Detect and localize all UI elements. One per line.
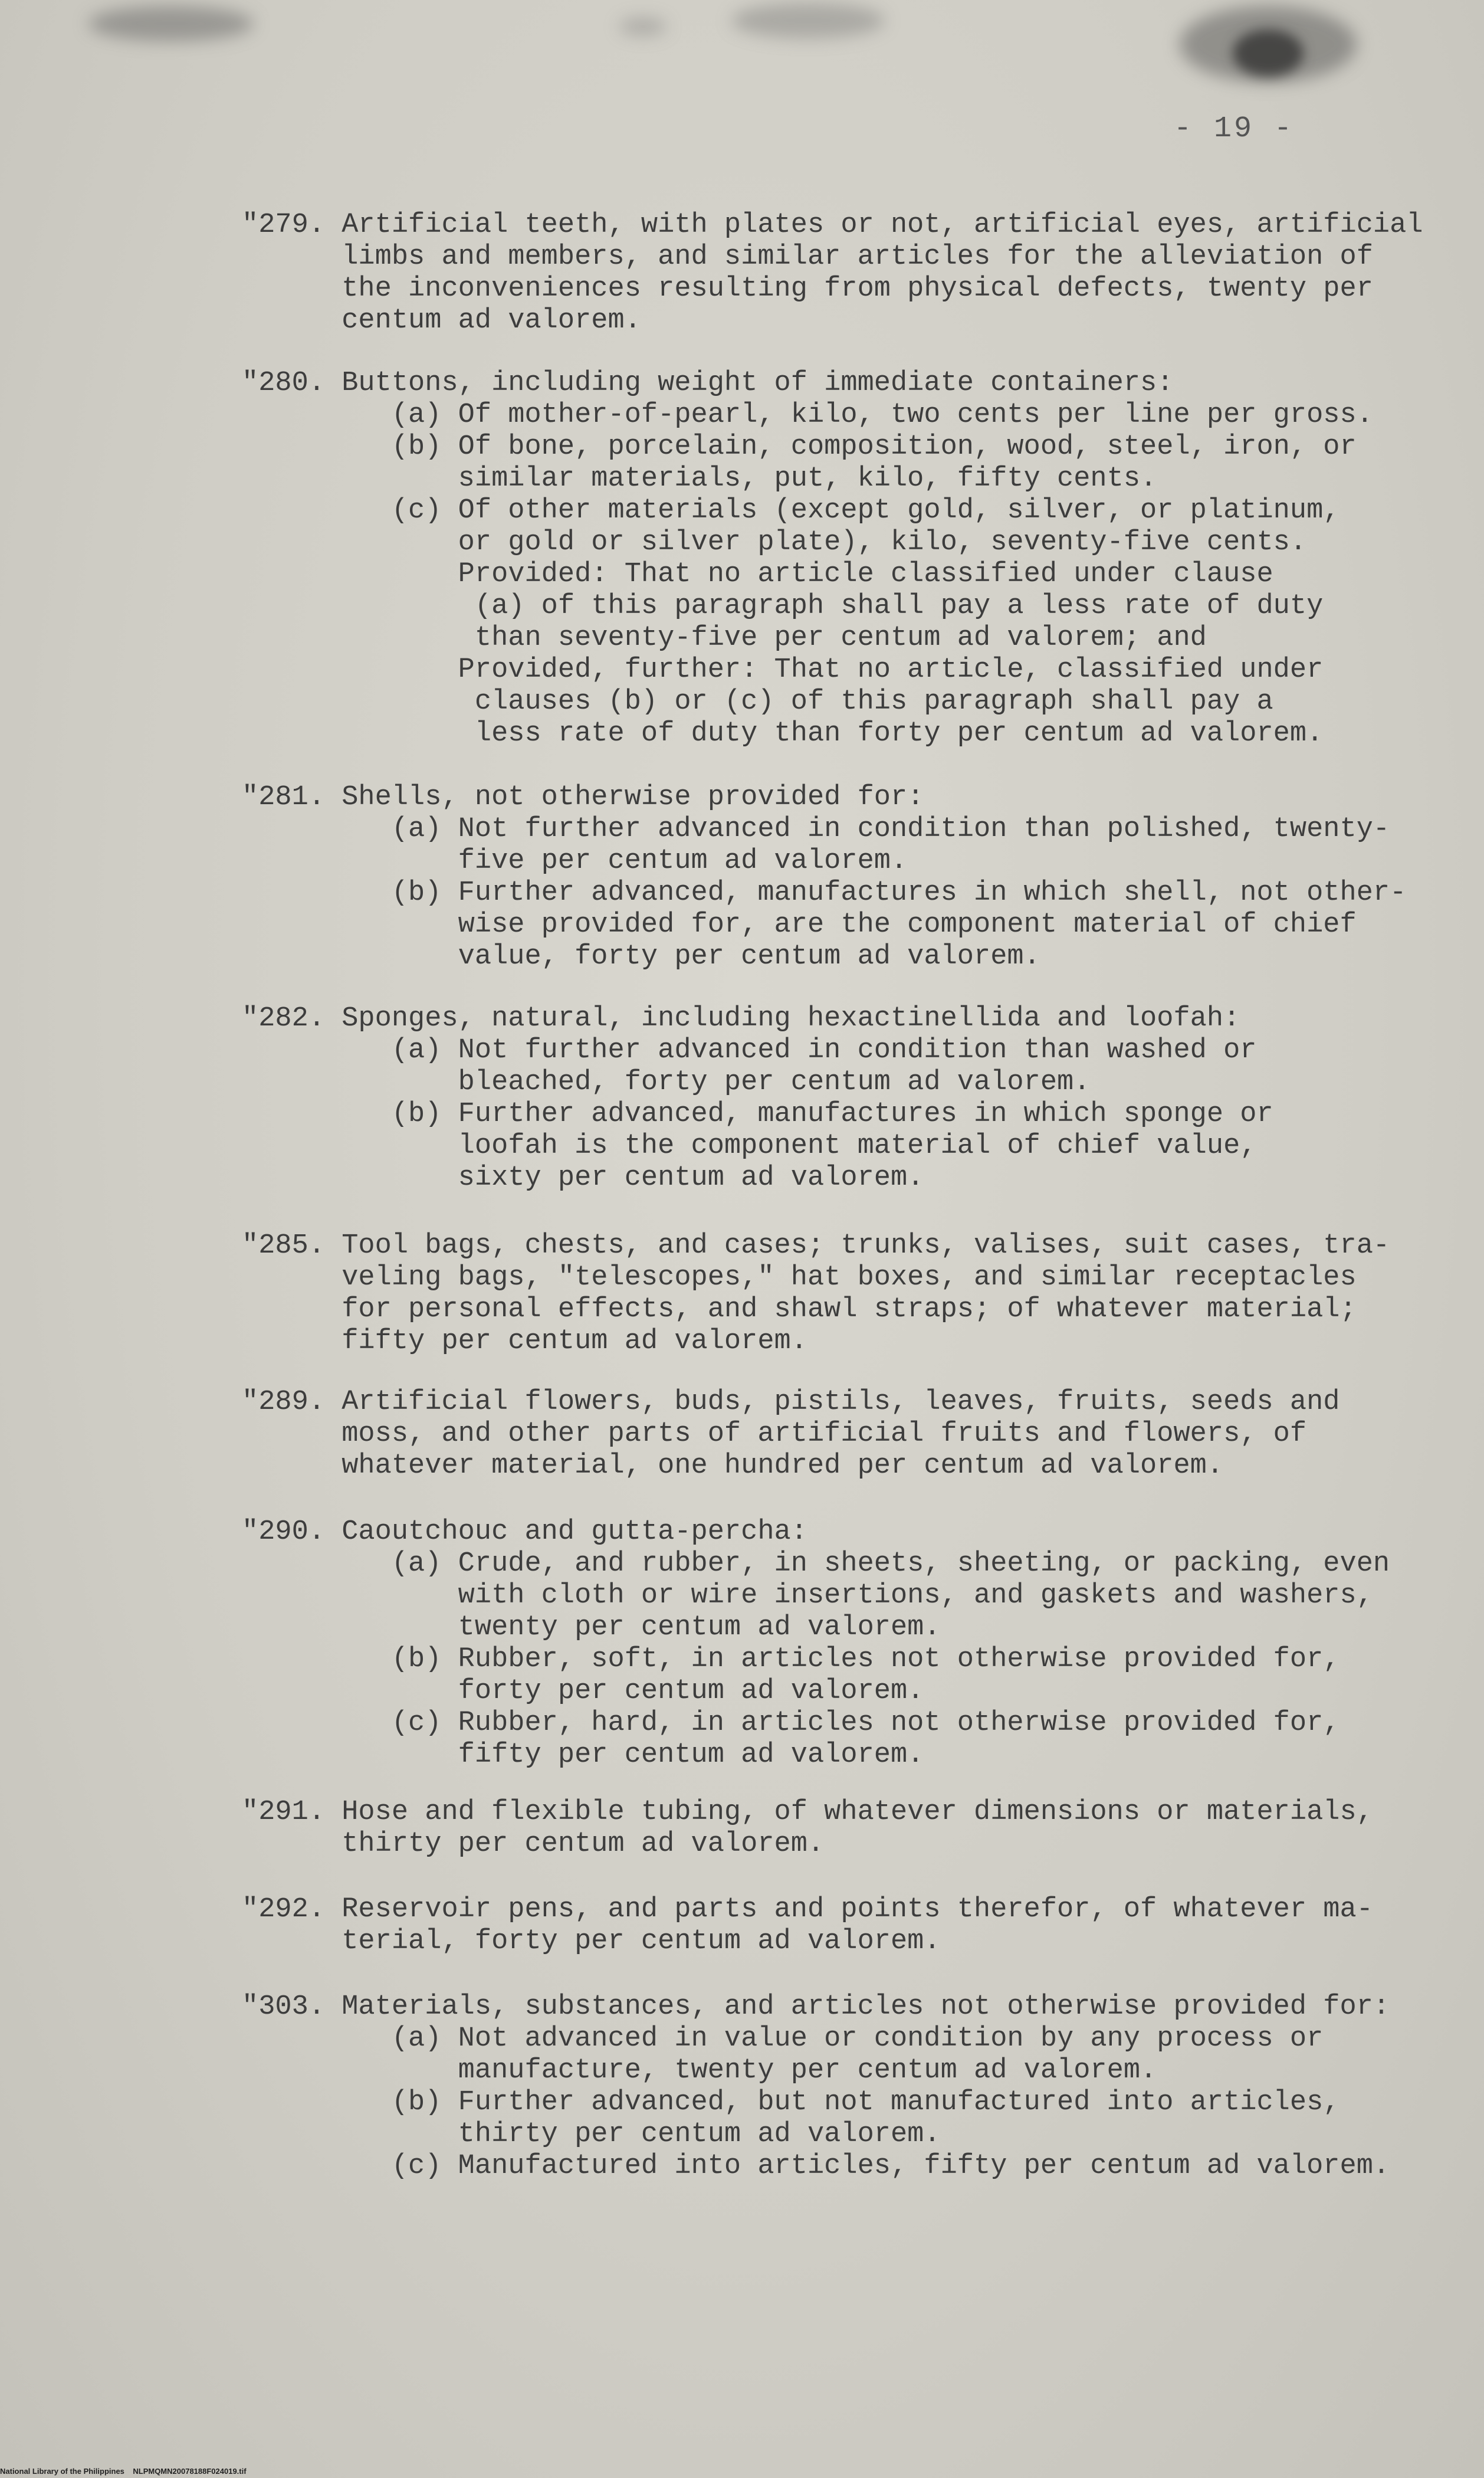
- text-line: "291. Hose and flexible tubing, of whatever dimensions or materials,: [242, 1797, 1373, 1828]
- tariff-paragraph-279: [242, 209, 1423, 337]
- text-line: "280. Buttons, including weight of immediate containers:: [242, 368, 1174, 399]
- text-line: (b) Further advanced, but not manufactured into articles,: [242, 2087, 1340, 2118]
- text-line: (b) Of bone, porcelain, composition, wood, steel, iron, or: [242, 431, 1357, 463]
- text-line: (b) Rubber, soft, in articles not otherwise provided for,: [242, 1644, 1340, 1675]
- text-line: than seventy-five per centum ad valorem; and: [242, 622, 1207, 654]
- text-line: thirty per centum ad valorem.: [242, 1828, 825, 1860]
- text-line: (a) Not further advanced in condition than polished, twenty-: [242, 814, 1390, 845]
- text-line: "303. Materials, substances, and articles not otherwise provided for:: [242, 1991, 1390, 2023]
- text-line: terial, forty per centum ad valorem.: [242, 1926, 941, 1957]
- text-line: "279. Artificial teeth, with plates or not, artificial eyes, artificial: [242, 209, 1423, 241]
- text-line: forty per centum ad valorem.: [242, 1676, 924, 1707]
- tariff-paragraph-282: [242, 1003, 1392, 1194]
- text-line: (b) Further advanced, manufactures in which sponge or: [242, 1099, 1273, 1130]
- text-line: moss, and other parts of artificial fruits and flowers, of: [242, 1418, 1307, 1450]
- text-line: for personal effects, and shawl straps; of whatever material;: [242, 1294, 1357, 1325]
- text-line: loofah is the component material of chief value,: [242, 1130, 1257, 1162]
- text-line: limbs and members, and similar articles for the alleviation of: [242, 241, 1373, 273]
- page-number: - 19 -: [1174, 112, 1295, 146]
- text-line: sixty per centum ad valorem.: [242, 1162, 924, 1194]
- text-line: fifty per centum ad valorem.: [242, 1326, 807, 1357]
- text-line: "281. Shells, not otherwise provided for:: [242, 782, 924, 813]
- text-line: or gold or silver plate), kilo, seventy-five cents.: [242, 527, 1307, 558]
- text-line: the inconveniences resulting from physical defects, twenty per: [242, 273, 1373, 304]
- text-line: (a) of this paragraph shall pay a less rate of duty: [242, 591, 1324, 622]
- text-line: (c) Rubber, hard, in articles not otherwise provided for,: [242, 1707, 1340, 1739]
- tariff-paragraph-291: [242, 1797, 1392, 1860]
- text-line: (c) Of other materials (except gold, silver, or platinum,: [242, 495, 1340, 526]
- text-line: twenty per centum ad valorem.: [242, 1612, 941, 1643]
- text-line: (a) Not further advanced in condition than washed or: [242, 1035, 1257, 1066]
- text-line: (b) Further advanced, manufactures in which shell, not other-: [242, 877, 1407, 909]
- text-line: with cloth or wire insertions, and gaskets and washers,: [242, 1580, 1373, 1611]
- text-line: (a) Of mother-of-pearl, kilo, two cents per line per gross.: [242, 399, 1373, 431]
- text-line: Provided: That no article classified under clause: [242, 559, 1273, 590]
- text-line: manufacture, twenty per centum ad valorem.: [242, 2055, 1157, 2086]
- text-line: less rate of duty than forty per centum ad valorem.: [242, 718, 1324, 749]
- text-line: "290. Caoutchouc and gutta-percha:: [242, 1516, 807, 1548]
- ink-smudge: [731, 3, 885, 38]
- tariff-paragraph-303: [242, 1991, 1392, 2182]
- text-line: wise provided for, are the component material of chief: [242, 909, 1357, 940]
- tariff-paragraph-289: [242, 1386, 1392, 1482]
- tariff-paragraph-285: [242, 1230, 1392, 1358]
- ink-smudge: [619, 18, 667, 35]
- text-line: "289. Artificial flowers, buds, pistils, leaves, fruits, seeds and: [242, 1386, 1340, 1418]
- text-line: "282. Sponges, natural, including hexactinellida and loofah:: [242, 1003, 1240, 1034]
- text-line: Provided, further: That no article, classified under: [242, 654, 1324, 686]
- text-line: bleached, forty per centum ad valorem.: [242, 1067, 1091, 1098]
- text-line: similar materials, put, kilo, fifty cents.: [242, 463, 1157, 494]
- text-line: "292. Reservoir pens, and parts and points therefor, of whatever ma-: [242, 1894, 1373, 1925]
- tariff-paragraph-280: [242, 368, 1392, 750]
- text-line: five per centum ad valorem.: [242, 845, 908, 877]
- ink-smudge: [88, 6, 254, 41]
- text-line: clauses (b) or (c) of this paragraph shall pay a: [242, 686, 1273, 717]
- ink-smudge: [1233, 30, 1304, 77]
- text-line: "285. Tool bags, chests, and cases; trunks, valises, suit cases, tra-: [242, 1230, 1390, 1261]
- text-line: fifty per centum ad valorem.: [242, 1739, 924, 1771]
- text-line: (a) Not advanced in value or condition by any process or: [242, 2023, 1324, 2054]
- text-line: whatever material, one hundred per centum ad valorem.: [242, 1450, 1224, 1481]
- text-line: value, forty per centum ad valorem.: [242, 941, 1040, 972]
- text-line: (a) Crude, and rubber, in sheets, sheeting, or packing, even: [242, 1548, 1390, 1579]
- text-line: centum ad valorem.: [242, 305, 641, 336]
- text-line: (c) Manufactured into articles, fifty per centum ad valorem.: [242, 2151, 1390, 2182]
- text-line: veling bags, "telescopes," hat boxes, and similar receptacles: [242, 1262, 1357, 1293]
- tariff-paragraph-290: [242, 1516, 1392, 1771]
- tariff-paragraph-292: [242, 1894, 1392, 1958]
- tariff-paragraph-281: [242, 782, 1407, 973]
- archive-footer-caption: National Library of the Philippines NLPMQMN20078188F024019.tif: [0, 2467, 247, 2476]
- text-line: thirty per centum ad valorem.: [242, 2119, 941, 2150]
